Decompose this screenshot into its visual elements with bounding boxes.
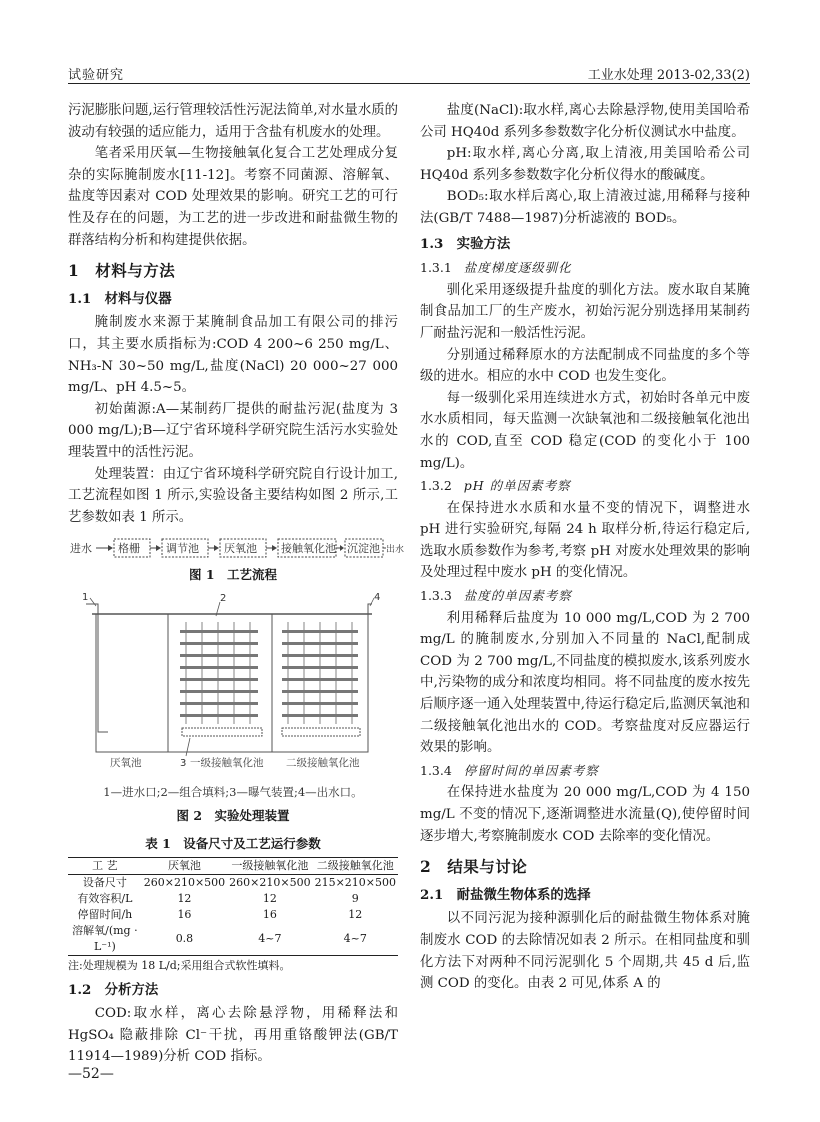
figure-1-process-flow bbox=[68, 534, 405, 562]
callout-4-outlet: 4 bbox=[374, 591, 381, 603]
flow-label-inlet: 进水 bbox=[70, 542, 92, 556]
section-heading: 1 材料与方法 bbox=[68, 261, 176, 281]
table-row bbox=[68, 874, 398, 891]
heading-title: 盐度的单因素考察 bbox=[463, 588, 572, 604]
table-row bbox=[68, 923, 398, 956]
figure-2-apparatus bbox=[68, 592, 398, 782]
subsubsection-heading bbox=[420, 257, 750, 279]
paragraph: 腌制废水来源于某腌制食品加工有限公司的排污口，其主要水质指标为:COD 4 200~6 250 mg/L、NH₃-N 30~50 mg/L,盐度(NaCl) 20 000~27 000 mg/L、pH 4.5~5。 bbox=[68, 315, 398, 396]
paragraph: 污泥膨胀问题,运行管理较活性污泥法简单,对水量水质的波动有较强的适应能力，适用于含盐有机废水的处理。 bbox=[68, 103, 398, 140]
paragraph: 分别通过稀释原水的方法配制成不同盐度的多个等级的进水。相应的水中 COD 也发生变化。 bbox=[420, 347, 750, 385]
paragraph: COD:取水样，离心去除悬浮物，用稀释法和 HgSO₄ 隐蔽排除 Cl⁻干扰，再用重铬酸钾法(GB/T 11914—1989)分析 COD 指标。 bbox=[68, 1006, 398, 1065]
figure-2-caption: 图 2 实验处理装置 bbox=[176, 808, 290, 824]
zone-label-anaerobic: 厌氧池 bbox=[110, 756, 142, 769]
page-number: —52— bbox=[68, 1066, 114, 1082]
table-header-cell: 一级接触氧化池 bbox=[227, 857, 312, 874]
subsection-heading: 1.1 材料与仪器 bbox=[68, 290, 172, 307]
table-header-cell: 厌氧池 bbox=[142, 857, 227, 874]
zone-label-second-contact: 二级接触氧化池 bbox=[286, 756, 360, 769]
right-column bbox=[420, 100, 750, 995]
paragraph: 在保持进水水质和水量不变的情况下，调整进水 pH 进行实验研究,每隔 24 h 取样分析,待运行稳定后,选取水质参数作为参考,考察 pH 对废水处理效果的影响及处理过程中废水 pH 的变化情况。 bbox=[420, 500, 750, 581]
figure-1-caption: 图 1 工艺流程 bbox=[188, 567, 278, 583]
heading-title: pH 的单因素考察 bbox=[463, 478, 571, 494]
table-1-note: 注:处理规模为 18 L/d;采用组合式软性填料。 bbox=[68, 958, 291, 972]
flow-label-outlet: 出水 bbox=[386, 545, 405, 556]
callout-3-aerator: 3 bbox=[180, 757, 187, 769]
paragraph: 驯化采用逐级提升盐度的驯化方法。废水取自某腌制食品加工厂的生产废水，初始污泥分别选择用某制药厂耐盐污泥和一般活性污泥。 bbox=[420, 282, 750, 341]
table-cell: 16 bbox=[262, 907, 277, 921]
paragraph: 利用稀释后盐度为 10 000 mg/L,COD 为 2 700 mg/L 的腌制废水,分别加入不同量的 NaCl,配制成 COD 为 2 700 mg/L,不同盐度的模拟废水,该系列废水中,污染物的成分和浓度均相同。将不同盐度的废水按先后顺序逐一通入处理装置中,待运行稳定后,监测厌氧池和二级接触氧化池出水的 COD。考察盐度对反应器运行效果的影响。 bbox=[420, 610, 750, 756]
subsubsection-heading bbox=[420, 760, 750, 782]
flow-label-regulating-tank: 调节池 bbox=[166, 542, 199, 556]
subsubsection-heading bbox=[420, 585, 750, 607]
heading-number: 1.3.1 bbox=[420, 260, 452, 276]
table-row bbox=[68, 891, 398, 907]
table-cell: 260×210×500 bbox=[229, 875, 311, 889]
table-header-cell: 工 艺 bbox=[68, 857, 142, 874]
paragraph: 初始菌源:A—某制药厂提供的耐盐污泥(盐度为 3 000 mg/L);B—辽宁省环境科学研究院生活污水实验处理装置中的活性污泥。 bbox=[68, 401, 398, 460]
header-section: 试验研究 bbox=[68, 68, 125, 83]
table-cell: 260×210×500 bbox=[143, 875, 226, 889]
heading-number: 1.3.2 bbox=[420, 478, 452, 494]
flow-label-anaerobic-tank: 厌氧池 bbox=[224, 542, 257, 556]
table-cell: 12 bbox=[177, 891, 192, 905]
flow-label-screen: 格栅 bbox=[118, 542, 140, 556]
zone-label-first-contact: 一级接触氧化池 bbox=[190, 756, 264, 769]
table-cell: 停留时间/h bbox=[77, 907, 133, 921]
table-header-cell: 二级接触氧化池 bbox=[313, 857, 398, 874]
flow-label-settling-tank: 沉淀池 bbox=[347, 542, 380, 556]
heading-title: 停留时间的单因素考察 bbox=[463, 762, 599, 778]
paragraph: BOD₅:取水样后离心,取上清液过滤,用稀释与接种法(GB/T 7488—1987)分析滤液的 BOD₅。 bbox=[420, 189, 750, 226]
table-row bbox=[68, 907, 398, 923]
table-cell: 16 bbox=[177, 907, 192, 921]
heading-title: 盐度梯度逐级驯化 bbox=[463, 260, 572, 276]
table-cell: 9 bbox=[351, 891, 359, 905]
table-cell: 12 bbox=[348, 907, 363, 921]
paragraph: 以不同污泥为接种源驯化后的耐盐微生物体系对腌制废水 COD 的去除情况如表 2 所示。在相同盐度和驯化方法下对两种不同污泥驯化 5 个周期,共 45 d 后,监测 COD 的变化。由表 2 可见,体系 A 的 bbox=[420, 911, 750, 992]
table-cell: 有效容积/L bbox=[77, 891, 133, 905]
section-heading: 2 结果与讨论 bbox=[420, 857, 528, 877]
paragraph: pH:取水样,离心分离,取上清液,用美国哈希公司 HQ40d 系列多参数数字化分析仪得水的酸碱度。 bbox=[420, 146, 750, 183]
paragraph: 盐度(NaCl):取水样,离心去除悬浮物,使用美国哈希公司 HQ40d 系列多参数数字化分析仪测试水中盐度。 bbox=[420, 103, 750, 140]
running-header bbox=[68, 62, 750, 84]
header-journal: 工业水处理 2013-02,33(2) bbox=[587, 68, 750, 83]
heading-number: 1.3.4 bbox=[420, 762, 452, 778]
table-cell: 0.8 bbox=[142, 923, 227, 956]
paragraph: 每一级驯化采用连续进水方式，初始时各单元中废水水质相同，每天监测一次缺氧池和二级接触氧化池出水的 COD,直至 COD 稳定(COD 的变化小于 100 mg/L)。 bbox=[420, 390, 750, 471]
left-column bbox=[68, 100, 405, 1068]
apparatus-diagram bbox=[68, 592, 398, 782]
subsection-heading: 1.2 分析方法 bbox=[68, 981, 159, 998]
table-1-caption: 表 1 设备尺寸及工艺运行参数 bbox=[145, 836, 321, 852]
table-cell: 4~7 bbox=[313, 923, 398, 956]
callout-1-inlet: 1 bbox=[82, 591, 89, 603]
subsection-heading: 1.3 实验方法 bbox=[420, 235, 511, 252]
table-1 bbox=[68, 857, 398, 956]
flow-label-contact-oxidation: 接触氧化池 bbox=[281, 542, 336, 556]
paragraph: 笔者采用厌氧—生物接触氧化复合工艺处理成分复杂的实际腌制废水[11-12]。考察不同菌源、溶解氧、盐度等因素对 COD 处理效果的影响。研究工艺的可行性及存在的问题，为工艺的进一步改进和耐盐微生物的群落结构分析和构建提供依据。 bbox=[68, 146, 398, 248]
process-flow-diagram bbox=[68, 534, 405, 562]
callout-2-filler: 2 bbox=[220, 592, 227, 604]
table-header-row bbox=[68, 857, 398, 874]
heading-number: 1.3.3 bbox=[420, 588, 452, 604]
paragraph: 在保持进水盐度为 20 000 mg/L,COD 为 4 150 mg/L 不变的情况下,逐渐调整进水流量(Q),使停留时间逐步增大,考察腌制废水 COD 去除率的变化情况。 bbox=[420, 785, 750, 844]
subsection-heading: 2.1 耐盐微生物体系的选择 bbox=[420, 886, 591, 903]
paragraph: 处理装置：由辽宁省环境科学研究院自行设计加工,工艺流程如图 1 所示,实验设备主要结构如图 2 所示,工艺参数如表 1 所示。 bbox=[68, 466, 398, 525]
table-cell: 设备尺寸 bbox=[82, 875, 127, 889]
table-cell: 215×210×500 bbox=[314, 875, 396, 889]
table-cell: 4~7 bbox=[227, 923, 312, 956]
subsubsection-heading bbox=[420, 475, 750, 497]
figure-2-legend: 1—进水口;2—组合填料;3—曝气装置;4—出水口。 bbox=[103, 784, 363, 799]
table-cell: 溶解氧/(mg · L⁻¹) bbox=[68, 923, 142, 956]
table-cell: 12 bbox=[262, 891, 277, 905]
